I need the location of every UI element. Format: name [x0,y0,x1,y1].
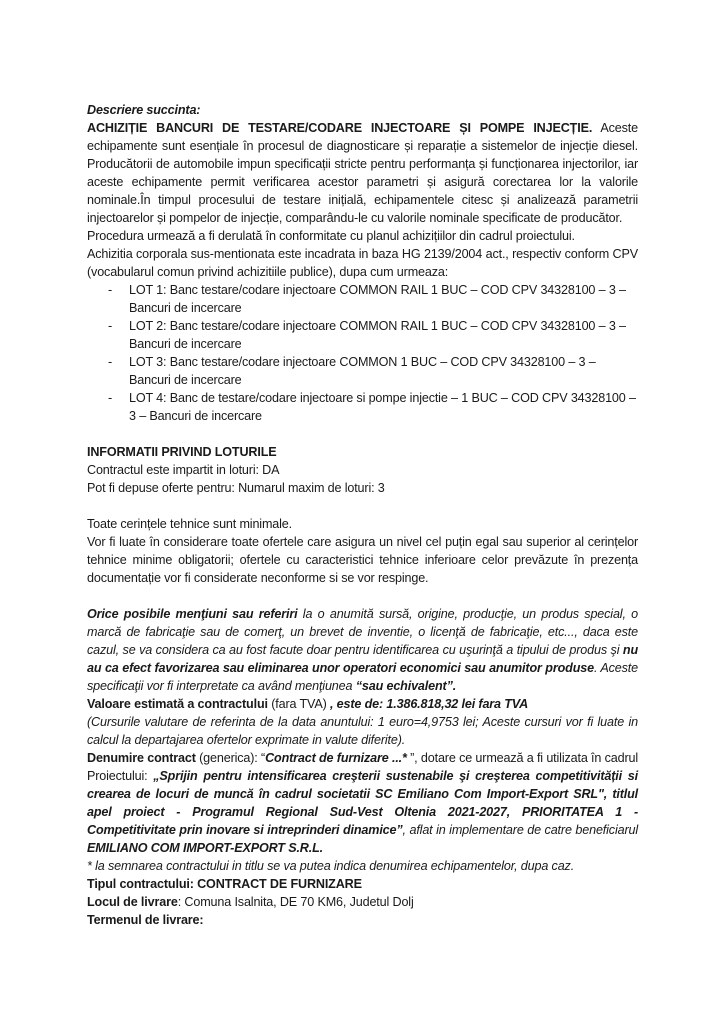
contract-name-paragraph [87,749,638,857]
spacer [87,497,638,515]
value-amount: , este de: 1.386.818,32 lei fara TVA [326,697,529,711]
value-label: Valoare estimată a contractului [87,697,268,711]
project-title: „Sprijin pentru intensificarea creşterii sustenabile şi creşterea competitivității si crearea de locuri de muncă în cadrul societatii SC Emiliano Com Import-Export SRL", titlul apel proiect - Programul Regional Sud-Vest Oltenia 2021-2027, PRIORITATEA 1 - Competitivitate prin inovare si intreprinderi dinamice” [87,769,638,837]
references-lead: Orice posibile menţiuni sau referiri [87,607,298,621]
requirements-minimal: Toate cerințele tehnice sunt minimale. [87,517,293,531]
implementer-text: , aflat in implementare de catre beneficiarul [402,823,638,837]
exchange-note: (Cursurile valutare de referinta de la data anuntului: 1 euro=4,9753 lei; Aceste cursuri vor fi luate in calcul la departajarea ofertelor exprimate in valute diferite). [87,715,638,747]
delivery-place-value: : Comuna Isalnita, DE 70 KM6, Judetul Dolj [177,895,414,909]
lot-item: - LOT 2: Banc testare/codare injectoare COMMON RAIL 1 BUC – COD CPV 34328100 – 3 – Bancuri de incercare [129,317,638,353]
contract-type-value: : CONTRACT DE FURNIZARE [189,877,362,891]
lot-item: - LOT 1: Banc testare/codare injectoare COMMON RAIL 1 BUC – COD CPV 34328100 – 3 – Bancuri de incercare [129,281,638,317]
contract-name-label-normal: (generica): “ [195,751,266,765]
value-line [87,695,638,713]
contract-type-label: Tipul contractului [87,877,190,891]
intro-text: Aceste echipamente sunt esențiale în procesul de diagnosticare și reparație a sistemelor de injecție diesel. Producătorii de automobile impun specificații stricte pentru performanța și funcționarea injectorilor, iar aceste echipamente permit verificarea acestor parametri și asigură corectarea lor la valorile nominale.În timpul procesului de testare inițială, echipamentele citesc și analizează parametrii injectoarelor și pompelor de injecție, comparându-le cu valorile nominale specificate de producător. [87,121,638,225]
delivery-place-line [87,893,638,911]
spacer [87,587,638,605]
intro-heading: ACHIZIȚIE BANCURI DE TESTARE/CODARE INJECTOARE ȘI POMPE INJECȚIE. [87,121,593,135]
requirements-details: Vor fi luate în considerare toate ofertele care asigura un nivel cel puțin egal sau superior al cerințelor tehnice minime obligatorii; ofertele cu caracteristici tehnice inferioare celor prevăzute în prezența documentație vor fi considerate neconforme si se vor respinge. [87,535,638,585]
delivery-term-label: Termenul de livrare: [87,913,204,927]
lots-max: Pot fi depuse oferte pentru: Numarul maxim de loturi: 3 [87,481,385,495]
contract-name-after: ”, dotare ce urmează a fi utilizata în cadrul Proiectului: [87,751,638,783]
lots-divided: Contractul este impartit in loturi: DA [87,463,280,477]
references-text-1: la o anumită sursă, origine, producţie, un produs special, o marcă de fabricaţie sau de comerţ, un brevet de inventie, o licenţă de fabricaţie, etc..., daca este cazul, se va considera ca au fost facute doar pentru identificarea cu uşurinţă a tipului de produs şi [87,607,638,657]
lot-item: - LOT 4: Banc de testare/codare injectoare si pompe injectie – 1 BUC – COD CPV 34328100 – 3 – Bancuri de incercare [129,389,638,425]
value-label-normal: (fara TVA) [267,697,327,711]
references-bold-3: “sau echivalent”. [355,679,457,693]
lot-item: - LOT 3: Banc testare/codare injectoare COMMON 1 BUC – COD CPV 34328100 – 3 – Bancuri de incercare [129,353,638,389]
document-page [87,101,638,929]
section-title: Descriere succinta: [87,103,201,117]
references-bold-2: nu au ca efect favorizarea sau eliminarea unor operatori economici sau anumitor produse [87,643,638,675]
references-paragraph [87,605,638,695]
references-text-2: . Aceste specificaţii vor fi interpretate ca având menţiunea [87,661,638,693]
beneficiary-name: EMILIANO COM IMPORT-EXPORT S.R.L. [87,841,323,855]
procedure-text: Procedura urmează a fi derulată în conformitate cu planul achizițiilor din cadrul proiectului. [87,229,575,243]
contract-type-line [87,875,638,893]
contract-footnote: * la semnarea contractului in titlu se va putea indica denumirea echipamentelor, dupa caz. [87,859,575,873]
cpv-intro: Achizitia corporala sus-mentionata este incadrata in baza HG 2139/2004 act., respectiv conform CPV (vocabularul comun privind achizitiile publice), dupa cum urmeaza: [87,247,638,279]
lots-list [87,281,638,425]
contract-name-value: Contract de furnizare ...* [265,751,411,765]
intro-paragraph [87,119,638,227]
spacer [87,425,638,443]
contract-name-label: Denumire contract [87,751,196,765]
delivery-place-label: Locul de livrare [87,895,178,909]
lots-info-heading: INFORMATII PRIVIND LOTURILE [87,445,277,459]
